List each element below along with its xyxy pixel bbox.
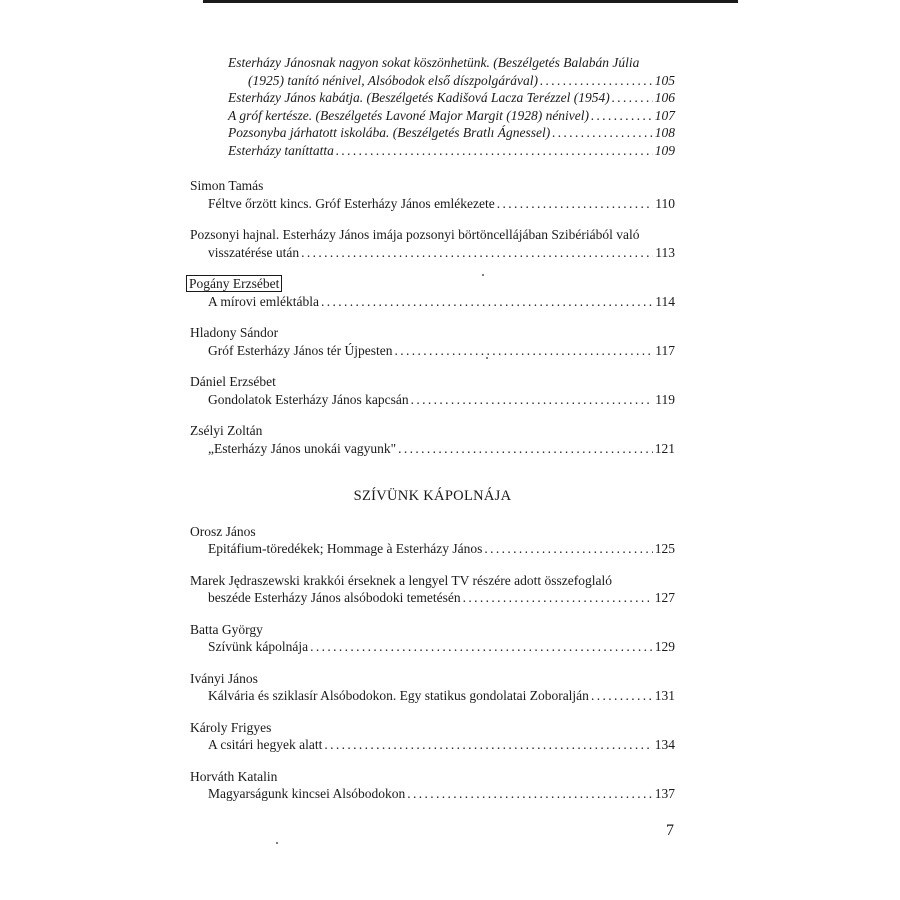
toc-line: A csitári hegyek alatt . . . 134 [190, 736, 675, 754]
toc-line: Kálvária és sziklasír Alsóbodokon. Egy statikus gondolatai Zoboralján . . . 131 [190, 687, 675, 705]
toc-line: Esterházy János kabátja. (Beszélgetés Kadišová Lacza Terézzel (1954) . . . 106 [190, 89, 675, 107]
page-ref: 137 [654, 786, 675, 801]
toc-line: A mírovi emléktábla . . . 114 [190, 293, 675, 311]
page-ref: 129 [654, 639, 675, 654]
toc-line: Gondolatok Esterházy János kapcsán . . . 119 [190, 391, 675, 409]
toc-entry [190, 373, 675, 408]
toc-line: beszéde Esterházy János alsóbodoki temetésén . . . 127 [190, 589, 675, 607]
interview-list [190, 54, 675, 159]
toc-line: Gróf Esterházy János tér Újpesten . . . 117 [190, 342, 675, 360]
page-ref: 110 [655, 195, 675, 211]
toc-line: Epitáfium-töredékek; Hommage à Esterházy János . . . 125 [190, 540, 675, 558]
scan-speck [276, 842, 278, 844]
toc-line: „Esterházy János unokái vagyunk" . . . 121 [190, 440, 675, 458]
toc-line: Pozsonyi hajnal. Esterházy János imája pozsonyi börtöncellájában Szibériából való [190, 227, 640, 242]
page-ref: 113 [655, 244, 675, 260]
page-ref: 127 [654, 590, 675, 605]
page-ref: 105 [654, 72, 675, 88]
page-number: 7 [666, 822, 674, 839]
toc-line: Esterházy taníttatta . . . 109 [190, 142, 675, 160]
page-ref: 106 [654, 90, 675, 105]
entry-author: Batta György [190, 621, 263, 637]
toc-entry [190, 177, 675, 212]
toc-line: A gróf kertésze. (Beszélgetés Lavoné Major Margit (1928) nénivel) . . . 107 [190, 107, 675, 125]
scan-speck [482, 274, 484, 276]
entry-author: Zsélyi Zoltán [190, 423, 263, 438]
page-ref: 114 [655, 293, 675, 309]
toc-entry [190, 226, 675, 261]
page-ref: 131 [654, 688, 675, 703]
toc-line: Marek Jędraszewski krakkói érseknek a lengyel TV részére adott összefoglaló [190, 572, 612, 588]
page-ref: 134 [654, 737, 675, 752]
toc-entry [190, 324, 675, 359]
toc-line: Esterházy Jánosnak nagyon sokat köszönhetünk. (Beszélgetés Balabán Júlia [228, 55, 640, 70]
toc-entry [190, 422, 675, 457]
page-ref: 107 [654, 107, 675, 123]
entry-author-highlighted: Pogány Erzsébet [186, 275, 282, 292]
toc-entry [190, 719, 675, 754]
top-rule [203, 0, 738, 3]
entry-author: Horváth Katalin [190, 768, 278, 784]
page-ref: 121 [654, 440, 675, 456]
toc-entry [190, 523, 675, 558]
page-ref: 119 [655, 391, 675, 407]
toc-line: Féltve őrzött kincs. Gróf Esterházy János emlékezete . . . 110 [190, 195, 675, 213]
entry-author: Hladony Sándor [190, 325, 279, 340]
scan-speck [486, 357, 488, 359]
page-ref: 109 [654, 142, 675, 158]
toc-entry [190, 572, 675, 607]
page-ref: 125 [654, 541, 675, 556]
section-heading: SZÍVÜNK KÁPOLNÁJA [353, 488, 512, 504]
toc-line: visszatérése után . . . 113 [190, 244, 675, 262]
toc-entry [190, 670, 675, 705]
entry-author: Iványi János [190, 670, 258, 686]
entry-author: Dániel Erzsébet [190, 374, 276, 389]
toc-entry [190, 275, 675, 310]
toc-entry [190, 768, 675, 803]
toc-line: Magyarságunk kincsei Alsóbodokon . . . 137 [190, 785, 675, 803]
entry-author: Károly Frigyes [190, 719, 272, 735]
entry-author: Orosz János [190, 523, 256, 539]
page-ref: 108 [654, 125, 675, 140]
toc-entry [190, 621, 675, 656]
table-of-contents [190, 54, 675, 803]
page-ref: 117 [655, 342, 675, 358]
entry-author: Simon Tamás [190, 178, 264, 193]
toc-line: (1925) tanító nénivel, Alsóbodok első díszpolgárával) . . . 105 [190, 72, 675, 90]
toc-line: Szívünk kápolnája . . . 129 [190, 638, 675, 656]
toc-line: Pozsonyba járhatott iskolába. (Beszélgetés Bratlı Ágnessel) . . . 108 [190, 124, 675, 142]
